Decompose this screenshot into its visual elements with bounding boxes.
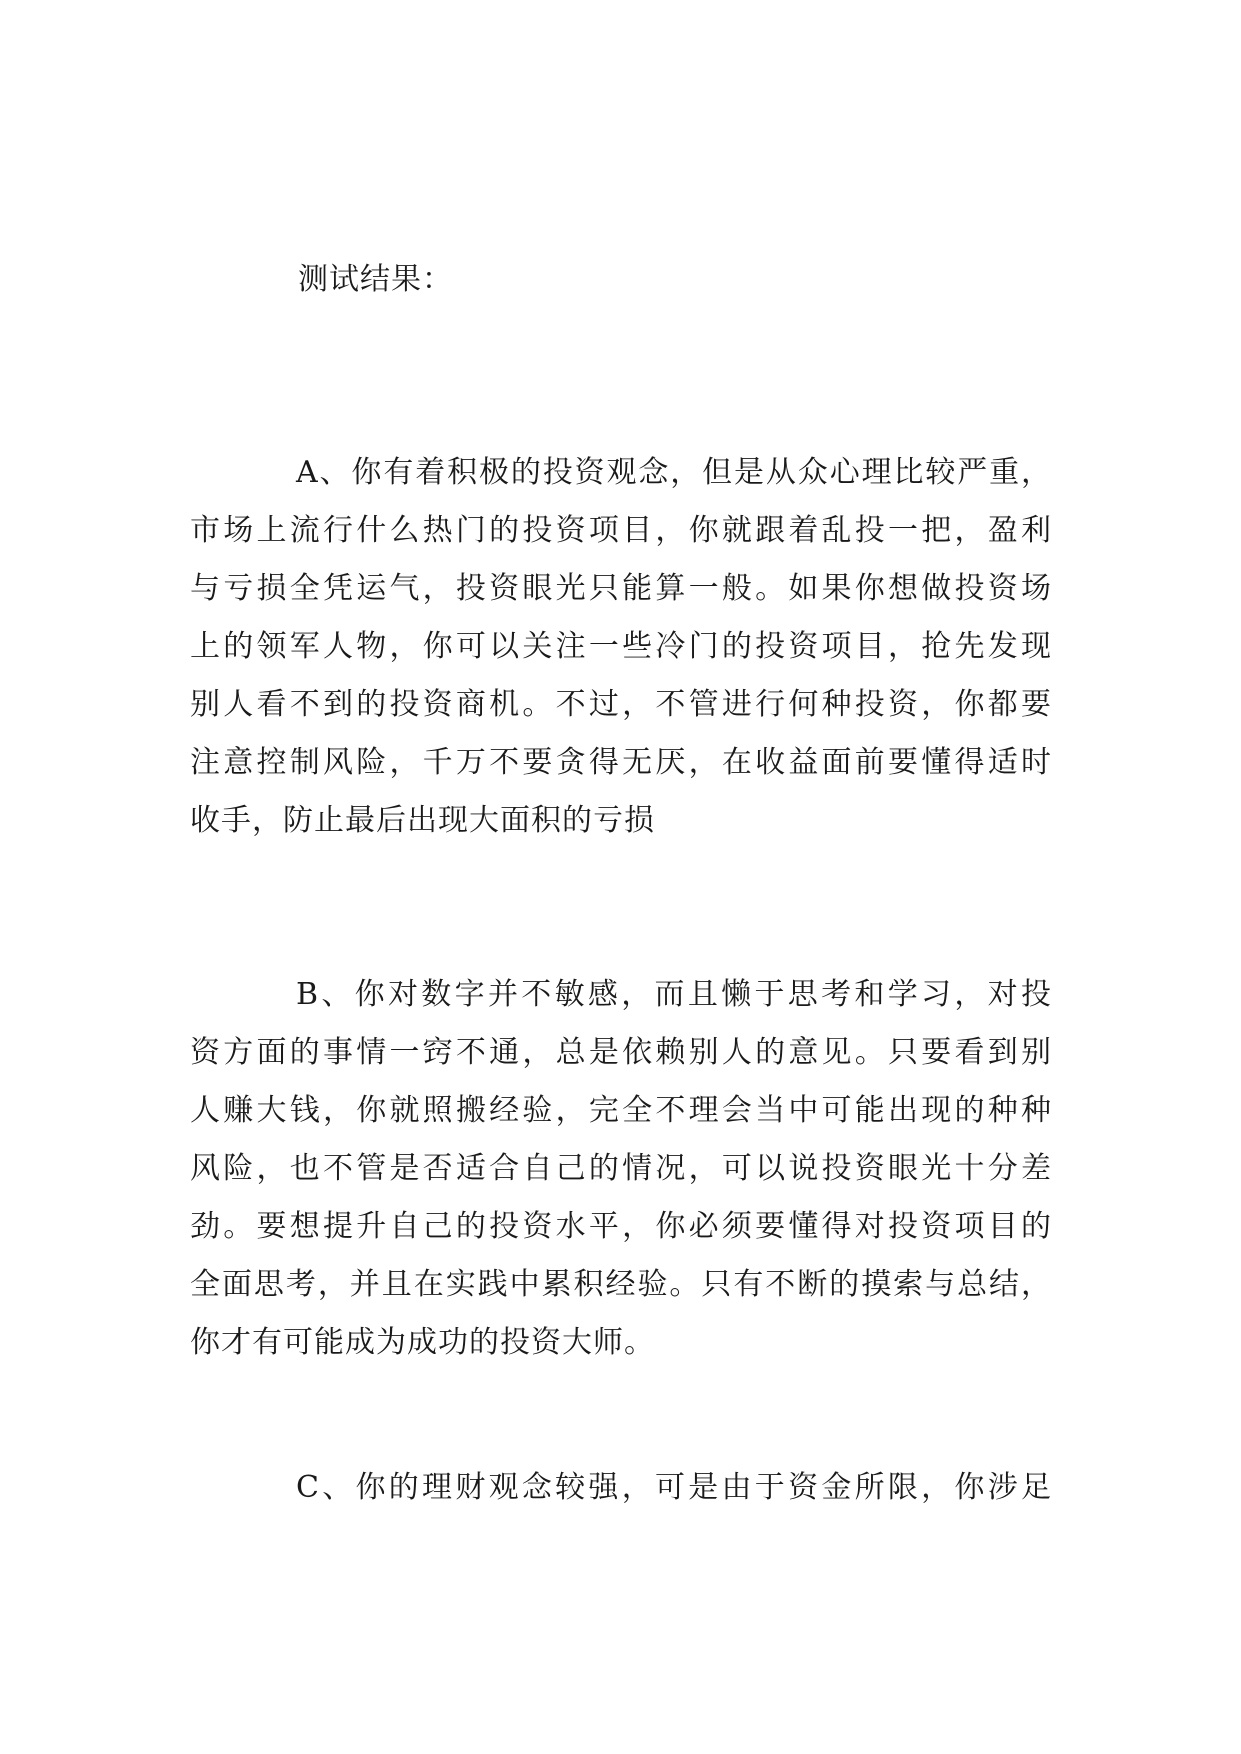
- paragraph-line: 风险，也不管是否适合自己的情况，可以说投资眼光十分差: [190, 1151, 1052, 1186]
- paragraph-line: C、你的理财观念较强，可是由于资金所限，你涉足: [296, 1470, 1052, 1505]
- paragraph-line: 市场上流行什么热门的投资项目，你就跟着乱投一把，盈利: [190, 513, 1052, 548]
- paragraph-line: A、你有着积极的投资观念，但是从众心理比较严重，: [296, 455, 1052, 490]
- paragraph-line: 全面思考，并且在实践中累积经验。只有不断的摸索与总结，: [190, 1267, 1052, 1302]
- paragraph-b: [190, 966, 1052, 1372]
- paragraph-a: [190, 444, 1052, 850]
- paragraph-line: 注意控制风险，千万不要贪得无厌，在收益面前要懂得适时: [190, 745, 1052, 780]
- paragraph-line: 你才有可能成为成功的投资大师。: [190, 1325, 655, 1360]
- paragraph-c: [190, 1459, 1052, 1517]
- paragraph-line: 收手，防止最后出现大面积的亏损: [190, 803, 655, 838]
- paragraph-line: 上的领军人物，你可以关注一些冷门的投资项目，抢先发现: [190, 629, 1052, 664]
- paragraph-line: 资方面的事情一窍不通，总是依赖别人的意见。只要看到别: [190, 1035, 1052, 1070]
- paragraph-line: B、你对数字并不敏感，而且懒于思考和学习，对投: [296, 977, 1052, 1012]
- paragraph-line: 别人看不到的投资商机。不过，不管进行何种投资，你都要: [190, 687, 1052, 722]
- paragraph-line: 劲。要想提升自己的投资水平，你必须要懂得对投资项目的: [190, 1209, 1052, 1244]
- paragraph-line: 人赚大钱，你就照搬经验，完全不理会当中可能出现的种种: [190, 1093, 1052, 1128]
- paragraph-line: 与亏损全凭运气，投资眼光只能算一般。如果你想做投资场: [190, 571, 1052, 606]
- section-heading: 测试结果：: [298, 262, 453, 297]
